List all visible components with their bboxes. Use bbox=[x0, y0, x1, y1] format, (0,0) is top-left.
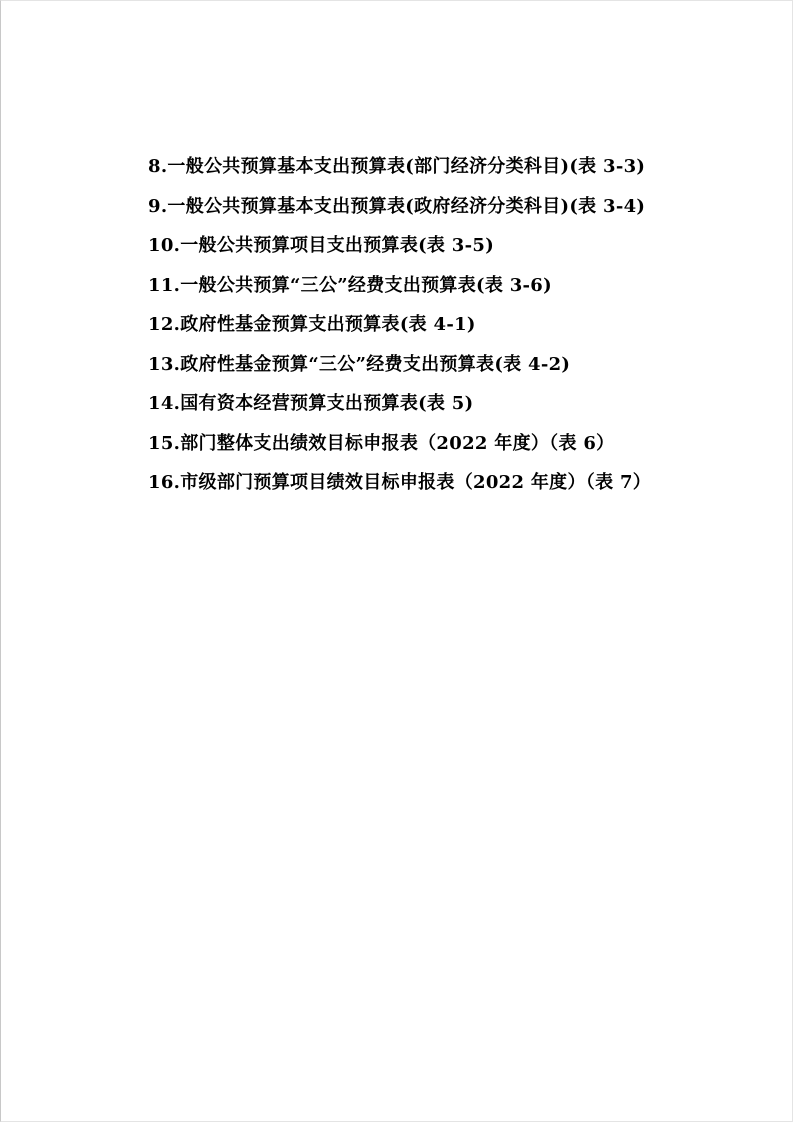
toc-item-table-4-1: 12.政府性基金预算支出预算表(表 4-1) bbox=[148, 314, 476, 335]
toc-item-table-6: 15.部门整体支出绩效目标申报表（2022 年度）（表 6） bbox=[148, 432, 615, 454]
toc-item-table-4-2: 13.政府性基金预算“三公”经费支出预算表(表 4-2) bbox=[148, 353, 571, 375]
toc-item-table-7: 16.市级部门预算项目绩效目标申报表（2022 年度）（表 7） bbox=[148, 472, 652, 493]
toc-item-table-3-3: 8.一般公共预算基本支出预算表(部门经济分类科目)(表 3-3) bbox=[148, 156, 646, 177]
table-of-contents bbox=[148, 147, 651, 503]
toc-item-table-3-5: 10.一般公共预算项目支出预算表(表 3-5) bbox=[148, 235, 495, 256]
toc-item-table-3-6: 11.一般公共预算“三公”经费支出预算表(表 3-6) bbox=[148, 274, 552, 296]
toc-item-table-3-4: 9.一般公共预算基本支出预算表(政府经济分类科目)(表 3-4) bbox=[148, 195, 646, 217]
toc-item-table-5: 14.国有资本经营预算支出预算表(表 5) bbox=[148, 393, 474, 414]
